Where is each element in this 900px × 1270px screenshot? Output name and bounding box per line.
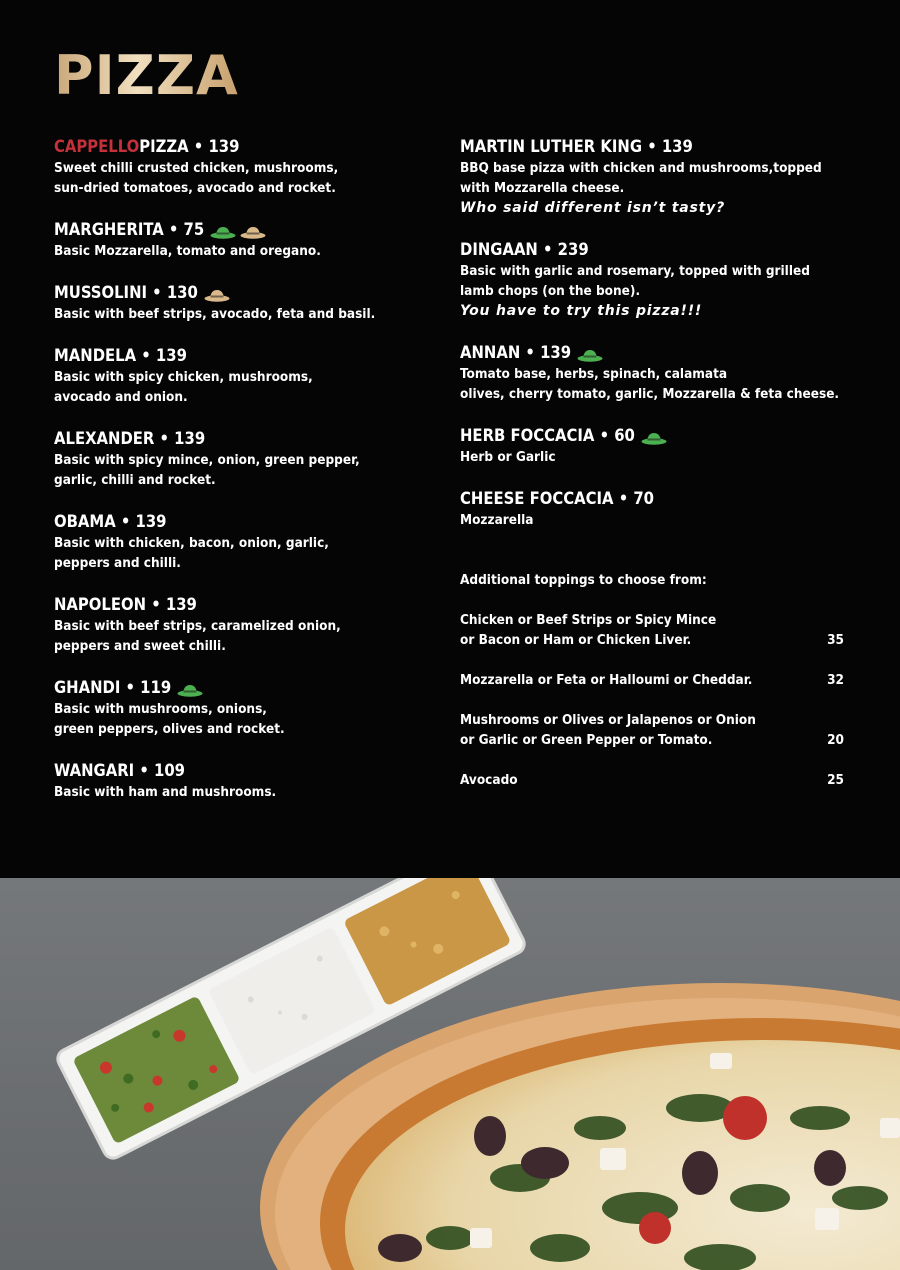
menu-item (54, 594, 434, 656)
menu-item (460, 488, 844, 530)
menu-item-description-line: Basic Mozzarella, tomato and oregano. (54, 243, 321, 259)
menu-item-name-text: PIZZA • 139 (139, 137, 240, 156)
topping-text-line: Mozzarella or Feta or Halloumi or Cheddar. (460, 672, 753, 688)
left-menu-list (54, 136, 434, 802)
menu-item-description (54, 533, 434, 573)
green-hat-icon (577, 346, 603, 360)
menu-item (54, 760, 434, 802)
menu-item-description (54, 241, 434, 261)
menu-item-name (54, 219, 434, 241)
menu-item (54, 219, 434, 261)
menu-item-description-line: Basic with beef strips, caramelized onion, (54, 618, 341, 634)
menu-item-name-text: MANDELA • 139 (54, 346, 187, 365)
menu-item-description-line: Mozzarella (460, 512, 534, 528)
menu-item (54, 345, 434, 407)
menu-item-description-line: Basic with spicy mince, onion, green pepper, (54, 452, 360, 468)
topping-row (460, 670, 844, 690)
menu-item-description-line: avocado and onion. (54, 389, 188, 405)
menu-item-name (460, 342, 844, 364)
menu-item-description (54, 616, 434, 656)
menu-item-hats (206, 223, 266, 237)
right-menu-column (460, 136, 844, 810)
menu-item-description-line: peppers and sweet chilli. (54, 638, 226, 654)
menu-item-name (54, 428, 434, 450)
menu-item-name-text: MARTIN LUTHER KING • 139 (460, 137, 693, 156)
menu-item-name-text: NAPOLEON • 139 (54, 595, 197, 614)
menu-item-description-line: Basic with ham and mushrooms. (54, 784, 277, 800)
menu-item-description-line: sun-dried tomatoes, avocado and rocket. (54, 180, 336, 196)
menu-item-hats (573, 346, 603, 360)
topping-price: 35 (827, 632, 844, 648)
menu-item-hats (637, 429, 667, 443)
menu-item (460, 136, 844, 218)
menu-item-name (54, 760, 434, 782)
menu-item-name-text: MARGHERITA • 75 (54, 220, 205, 239)
menu-item-description-line: BBQ base pizza with chicken and mushrooms,topped (460, 160, 822, 176)
tan-hat-icon (204, 286, 230, 300)
menu-item-name (54, 345, 434, 367)
toppings-list (460, 610, 844, 790)
menu-item-name-text: HERB FOCCACIA • 60 (460, 426, 635, 445)
menu-item-description (54, 782, 434, 802)
topping-text-line: or Bacon or Ham or Chicken Liver. (460, 632, 692, 648)
menu-item-description (460, 261, 844, 301)
menu-item-name (54, 282, 434, 304)
menu-item-description (54, 367, 434, 407)
menu-item-description (54, 699, 434, 739)
menu-item-name (460, 488, 844, 510)
menu-item-name (54, 511, 434, 533)
menu-item-name-text: WANGARI • 109 (54, 761, 185, 780)
menu-item-hats (200, 286, 230, 300)
menu-item (54, 282, 434, 324)
topping-price: 20 (827, 732, 844, 748)
tan-hat-icon (240, 223, 266, 237)
topping-text (460, 710, 756, 750)
menu-item (460, 425, 844, 467)
menu-item-description (54, 158, 434, 198)
menu-item-name-text: OBAMA • 139 (54, 512, 167, 531)
menu-item-tagline: Who said different isn’t tasty? (460, 200, 726, 216)
menu-item-description (54, 450, 434, 490)
green-hat-icon (210, 223, 236, 237)
toppings-section (460, 570, 844, 790)
menu-item-description-line: Sweet chilli crusted chicken, mushrooms, (54, 160, 339, 176)
menu-item (460, 239, 844, 321)
menu-item-name (54, 594, 434, 616)
menu-item-description-line: Tomato base, herbs, spinach, calamata (460, 366, 728, 382)
menu-item-hats (173, 681, 203, 695)
menu-item-name (460, 239, 844, 261)
topping-text-line: Mushrooms or Olives or Jalapenos or Onion (460, 712, 756, 728)
topping-price: 32 (827, 672, 844, 688)
menu-item-name-accent: CAPPELLO (54, 137, 140, 156)
topping-price: 25 (827, 772, 844, 788)
topping-row (460, 770, 844, 790)
menu-item-description-line: lamb chops (on the bone). (460, 283, 641, 299)
menu-item-name-text: ALEXANDER • 139 (54, 429, 206, 448)
right-menu-list (460, 136, 844, 530)
green-hat-icon (641, 429, 667, 443)
menu-item-description-line: Basic with spicy chicken, mushrooms, (54, 369, 313, 385)
left-menu-column (54, 136, 434, 823)
menu-item-description-line: Herb or Garlic (460, 449, 556, 465)
menu-item-name (460, 136, 844, 158)
menu-item-description-line: Basic with mushrooms, onions, (54, 701, 267, 717)
menu-item (54, 428, 434, 490)
menu-item-name (54, 677, 434, 699)
pizza-photo-illustration (0, 878, 900, 1270)
menu-item-name-text: ANNAN • 139 (460, 343, 572, 362)
menu-item-description-line: garlic, chilli and rocket. (54, 472, 216, 488)
menu-item-description (460, 447, 844, 467)
topping-text (460, 610, 716, 650)
topping-text-line: Avocado (460, 772, 518, 788)
topping-text (460, 670, 752, 690)
menu-item-name-text: DINGAAN • 239 (460, 240, 589, 259)
menu-item-description (460, 364, 844, 404)
menu-item-description (54, 304, 434, 324)
menu-item-description (460, 510, 844, 530)
topping-text (460, 770, 518, 790)
pizza-photo (0, 878, 900, 1270)
topping-text-line: or Garlic or Green Pepper or Tomato. (460, 732, 713, 748)
menu-item-name-text: MUSSOLINI • 130 (54, 283, 198, 302)
topping-text-line: Chicken or Beef Strips or Spicy Mince (460, 612, 717, 628)
toppings-heading: Additional toppings to choose from: (460, 572, 707, 588)
menu-item-description (460, 158, 844, 198)
menu-item-description-line: Basic with beef strips, avocado, feta and basil. (54, 306, 376, 322)
menu-item (54, 136, 434, 198)
menu-item-description-line: Basic with garlic and rosemary, topped with grilled (460, 263, 810, 279)
page-title: PIZZA (54, 44, 239, 107)
menu-item (54, 677, 434, 739)
topping-row (460, 610, 844, 650)
menu-item-description-line: with Mozzarella cheese. (460, 180, 625, 196)
menu-item-name-text: GHANDI • 119 (54, 678, 172, 697)
menu-item-name (54, 136, 434, 158)
menu-item (460, 342, 844, 404)
menu-item (54, 511, 434, 573)
menu-item-name-text: CHEESE FOCCACIA • 70 (460, 489, 655, 508)
menu-item-tagline: You have to try this pizza!!! (460, 303, 703, 319)
menu-item-description-line: olives, cherry tomato, garlic, Mozzarella & feta cheese. (460, 386, 840, 402)
menu-item-name (460, 425, 844, 447)
green-hat-icon (177, 681, 203, 695)
topping-row (460, 710, 844, 750)
menu-item-description-line: green peppers, olives and rocket. (54, 721, 285, 737)
menu-item-description-line: Basic with chicken, bacon, onion, garlic, (54, 535, 329, 551)
menu-item-description-line: peppers and chilli. (54, 555, 181, 571)
